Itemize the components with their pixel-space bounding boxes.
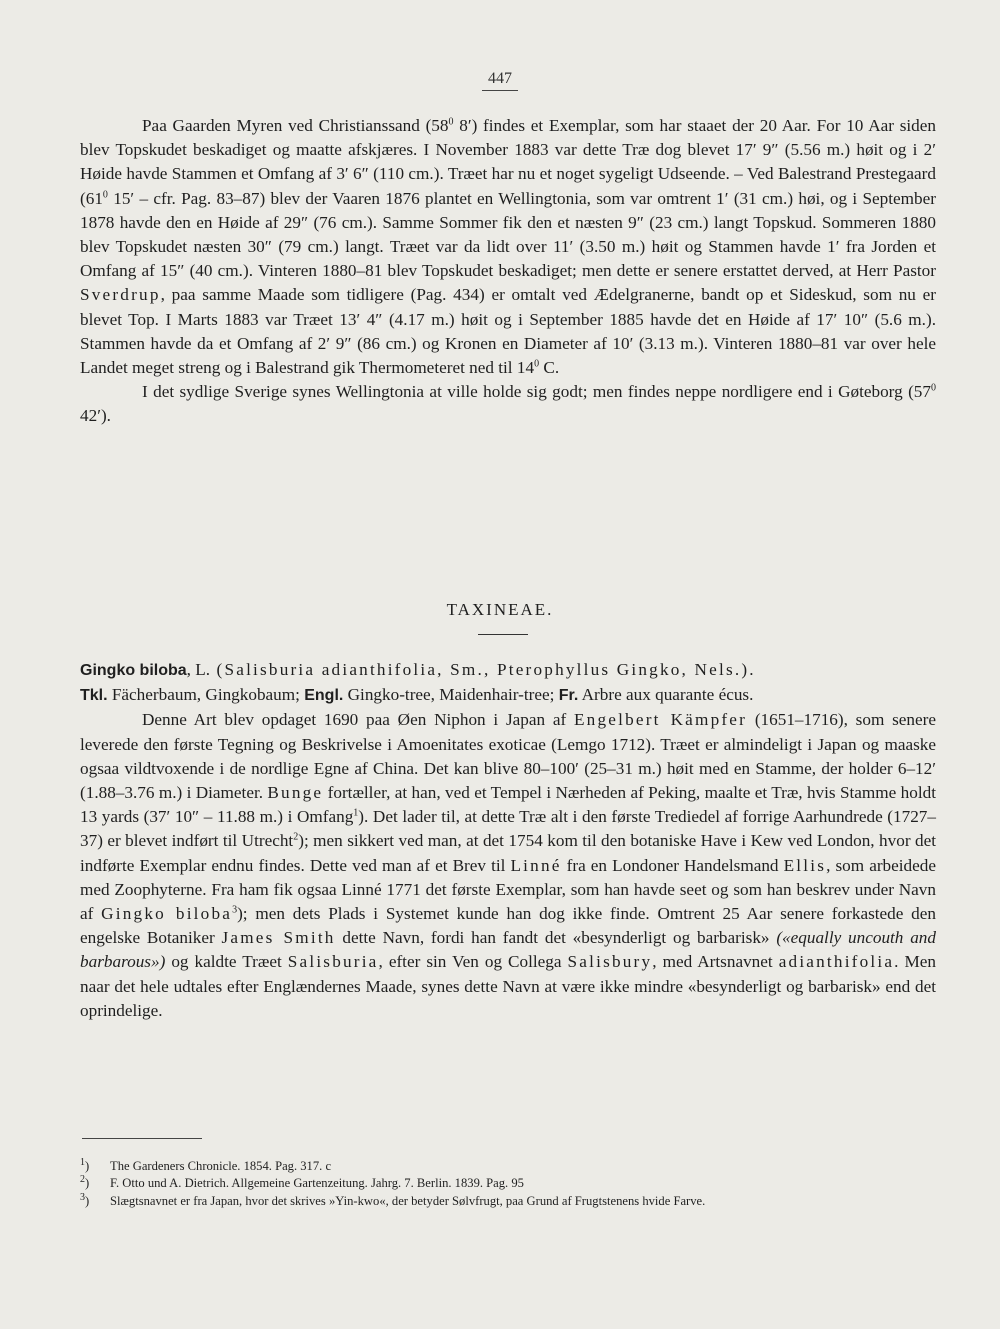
main-text	[80, 114, 936, 429]
paragraph-wellingtonia-sweden: I det sydlige Sverige synes Wellingtonia at ville holde sig godt; men findes neppe nordligere end i Gøteborg ($57^0$ 42′).	[80, 382, 936, 426]
common-names: Tkl. Fächerbaum, Gingkobaum; Engl. Gingko-tree, Maidenhair-tree; Fr. Arbre aux quarante écus.	[80, 685, 754, 705]
species-name: Gingko biloba	[80, 662, 187, 679]
page-number: 447	[0, 70, 1000, 91]
footnote-ref: 2	[293, 831, 299, 843]
section-heading: TAXINEAE.	[446, 600, 554, 619]
footnotes	[80, 1158, 950, 1210]
footnote-ref: 3	[232, 904, 238, 916]
footnote-rule	[82, 1138, 202, 1139]
paragraph-wellingtonia-norway: Paa Gaarden Myren ved Christianssand ($58^0$ 8′) findes et Exemplar, som har staaet der 20 Aar. For 10 Aar siden blev Topskudet beskadiget og maatte afskjæres. I November 1883 var dette Træ dog blevet 17′ 9″ (5.56 m.) høit og i 2′ Høide havde Stammen et Omfang af 3′ 6″ (110 cm.). Træet har nu et noget sygeligt Udseende. – Ved Balestrand Prestegaard ($61^0$ 15′ – cfr. Pag. 83–87) blev der Vaaren 1876 plantet en Wellingtonia, som var omtrent 1′ (31 cm.) høi, og i September 1878 havde den en Høide af 29″ (76 cm.). Samme Sommer fik den et næsten 9″ (23 cm.) langt Topskud. Sommeren 1880 blev Topskudet næsten 30″ (79 cm.) langt. Træet var da lidt over 11′ (3.50 m.) høit og Stammen havde 1′ fra Jorden et Omfang af 15″ (40 cm.). Vinteren 1880–81 blev Topskudet beskadiget; men dette er senere erstattet derved, at Herr Pastor Sverdrup, paa samme Maade som tidligere (Pag. 434) er omtalt ved Ædelgranerne, bandt op et Sideskud, som nu er blevet Top. I Marts 1883 var Træet 13′ 4″ (4.17 m.) høit og i September 1885 havde det en Høide af 17′ 10″ (5.6 m.). Stammen havde da et Omfang af 2′ 9″ (86 cm.) og Kronen en Diameter af 10′ (3.13 m.). Vinteren 1880–81 var over hele Landet meget streng og i Balestrand gik Thermometeret ned til $14^0$ C.	[80, 116, 936, 378]
person-name: Sverdrup	[80, 285, 161, 305]
species-title: Gingko biloba, L. (Salisburia adianthifolia, Sm., Pterophyllus Gingko, Nels.).	[80, 660, 756, 679]
footnote-ref: 1	[353, 807, 359, 819]
heading-rule	[478, 634, 528, 635]
species-synonyms: (Salisburia adianthifolia, Sm., Pterophyllus Gingko, Nels.).	[210, 660, 756, 679]
footnote: $^3$) Slægtsnavnet er fra Japan, hvor det skrives »Yin-kwo«, der betyder Sølvfrugt, paa Grund af Frugtstenens hvide Farve.	[80, 1191, 706, 1208]
species-entry	[80, 658, 936, 1023]
footnote: $^1$) The Gardeners Chronicle. 1854. Pag. 317. c	[80, 1156, 332, 1173]
paragraph-gingko-history: Denne Art blev opdaget 1690 paa Øen Niphon i Japan af Engelbert Kämpfer (1651–1716), som senere leverede den første Tegning og Beskrivelse i Amoenitates exoticae (Lemgo 1712). Træet er almindeligt i Japan og maaske ogsaa vildtvoxende i de nordlige Egne af China. Det kan blive 80–100′ (25–31 m.) høit med en Stamme, der holder 6–12′ (1.88–3.76 m.) i Diameter. Bunge fortæller, at han, ved et Tempel i Nærheden af Peking, maalte et Træ, hvis Stamme holdt 13 yards (37′ 10″ – 11.88 m.) i Omfang$^1$). Det lader til, at dette Træ alt i den første Trediedel af forrige Aarhundrede (1727–37) er blevet indført til Utrecht$^2$); men sikkert ved man, at det 1754 kom til den botaniske Have i Kew ved London, hvor det indførte Exemplar endnu findes. Dette ved man af et Brev til Linné fra en Londoner Handelsmand Ellis, som arbeidede med Zoophyterne. Fra ham fik ogsaa Linné 1771 det første Exemplar, som han havde seet og som han beskrev under Navn af Gingko biloba$^3$); men dets Plads i Systemet kunde han dog ikke finde. Omtrent 25 Aar senere forkastede den engelske Botaniker James Smith dette Navn, fordi han fandt det «besynderligt og barbarisk» («equally uncouth and barbarous») og kaldte Træet Salisburia, efter sin Ven og Collega Salisbury, med Artsnavnet adianthifolia. Men naar det hele udtales efter Englændernes Maade, synes dette Navn at være ikke mindre «besynderligt og barbarisk» end det oprindelige.	[80, 710, 937, 1020]
footnote: $^2$) F. Otto und A. Dietrich. Allgemeine Gartenzeitung. Jahrg. 7. Berlin. 1839. Pag. 95	[80, 1174, 524, 1191]
